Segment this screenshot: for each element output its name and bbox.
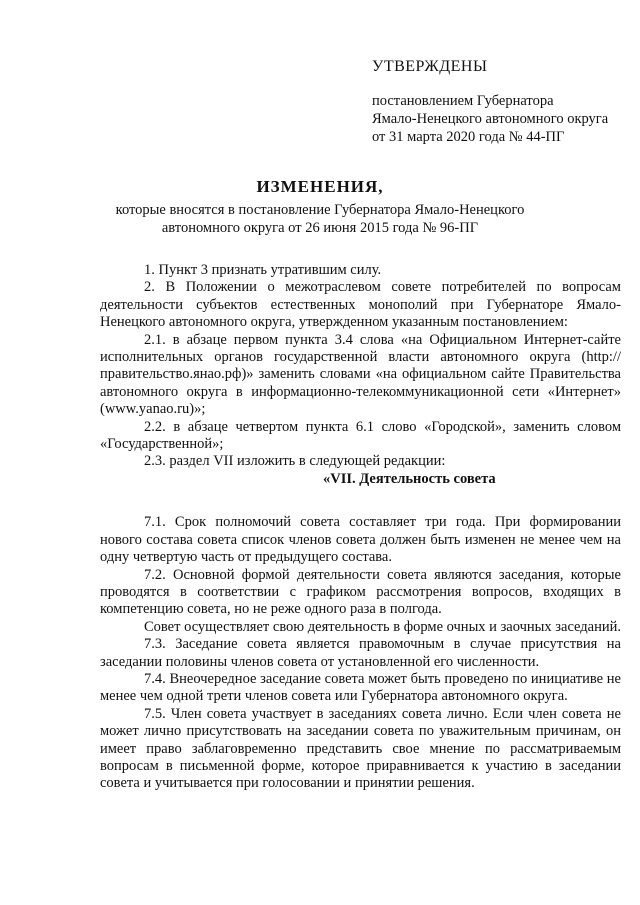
section-title: «VII. Деятельность совета [323,470,496,487]
document-title: ИЗМЕНЕНИЯ, [256,177,384,196]
section-paragraph: Совет осуществляет свою деятельность в форме очных и заочных заседаний. [144,618,622,635]
document-subtitle-line: автономного округа от 26 июня 2015 года № 96-ПГ [161,220,479,236]
item-paragraph: 2.3. раздел VII изложить в следующей редакции: [144,453,446,470]
approval-line: Ямало-Ненецкого автономного округа [372,111,609,127]
item-paragraph: 1. Пункт 3 признать утратившим силу. [144,262,382,278]
approval-line: от 31 марта 2020 года № 44-ПГ [372,129,565,145]
section-paragraph: 7.5. Член совета участвует в заседаниях совета лично. Если член совета не может лично присутствовать на заседании совета по уважительным причинам, он имеет право заблаговременно представить свое мнение по рассматриваемым вопросам в письменной форме, которое приравнивается к участию в заседании совета и учитывается при голосовании и принятии решения. [100,705,621,792]
approval-heading: УТВЕРЖДЕНЫ [372,58,488,75]
section-paragraph: 7.3. Заседание совета является правомочным в случае присутствия на заседании половины членов совета от установленной его численности. [100,636,621,670]
section-paragraph: 7.1. Срок полномочий совета составляет три года. При формировании нового состава совета список членов совета должен быть изменен не менее чем на одну четвертую часть от предыдущего состава. [100,514,621,566]
item-paragraph: 2.1. в абзаце первом пункта 3.4 слова «на Официальном Интернет-сайте исполнительных органов государственной власти автономного округа (http://правительство.янао.рф)» заменить словами «на официальном сайте Правительства автономного округа в информационно-телекоммуникационной сети «Интернет» (www.yanao.ru)»; [100,331,621,418]
title-block [100,177,540,237]
approval-line: постановлением Губернатора [372,93,554,109]
approval-block [372,58,622,146]
section-paragraph: 7.2. Основной формой деятельности совета являются заседания, которые проводятся в соответствии с графиком рассмотрения вопросов, входящих в компетенцию совета, но не реже одного раза в полгода. [100,566,621,618]
document-subtitle-line: которые вносятся в постановление Губернатора Ямало-Ненецкого [115,202,525,218]
document-body [100,262,621,793]
item-paragraph: 2. В Положении о межотраслевом совете потребителей по вопросам деятельности субъектов естественных монополий при Губернаторе Ямало-Ненецкого автономного округа, утвержденном указанным постановлением: [100,279,621,331]
item-paragraph: 2.2. в абзаце четвертом пункта 6.1 слово «Городской», заменить словом «Государственной»; [100,418,621,453]
section-paragraph: 7.4. Внеочередное заседание совета может быть проведено по инициативе не менее чем одной трети членов совета или Губернатора автономного округа. [100,670,621,705]
